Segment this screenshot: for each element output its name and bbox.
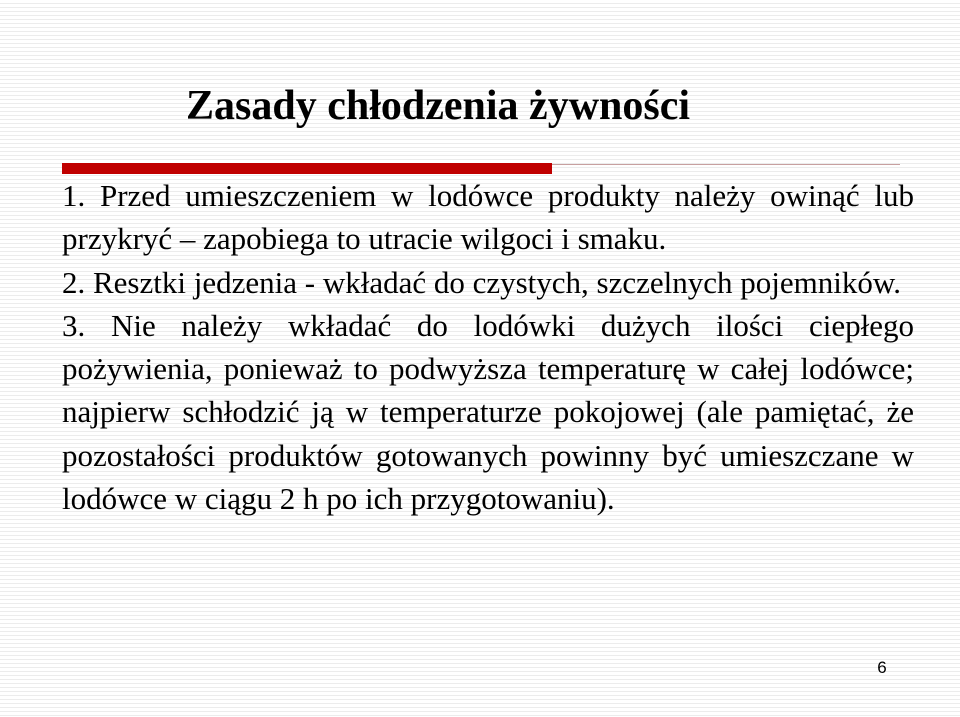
point-2: 2. Resztki jedzenia - wkładać do czystych, szczelnych pojemników. <box>62 264 901 300</box>
title-divider-line <box>552 164 900 165</box>
point-3: 3. Nie należy wkładać do lodówki dużych ilości ciepłego pożywienia, ponieważ to podwyższa temperaturę w całej lodówce; najpierw schłodzić ją w temperaturze pokojowej (ale pamiętać, że pozostałości produktów gotowanych powinny być umieszczane w lodówce w ciągu 2 h po ich przygotowaniu). <box>62 307 914 517</box>
title-divider-accent <box>62 163 552 174</box>
page-number: 6 <box>877 658 887 677</box>
point-1: 1. Przed umieszczeniem w lodówce produkty należy owinąć lub przykryć – zapobiega to utracie wilgoci i smaku. <box>62 178 914 257</box>
slide-title: Zasady chłodzenia żywności <box>186 83 691 129</box>
slide-body <box>62 174 914 520</box>
